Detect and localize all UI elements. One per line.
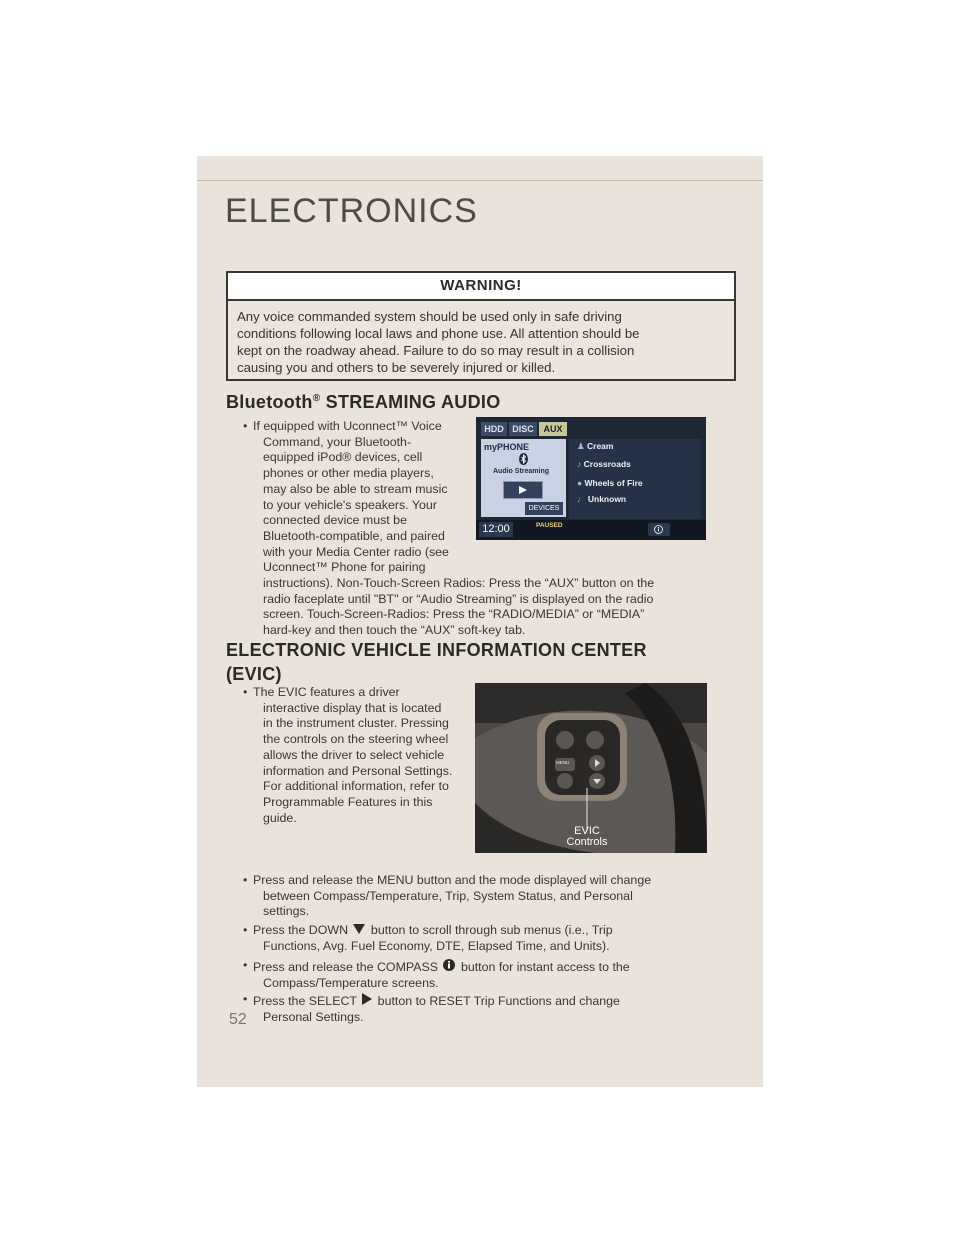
- guitar-icon: ♩: [577, 494, 586, 504]
- menu-button-label: MENU: [556, 760, 570, 765]
- evic-label-line: EVIC: [574, 825, 600, 837]
- bullet-line: Press and release the MENU button and the mode displayed will change: [253, 873, 652, 887]
- bullet-marker: •: [243, 873, 248, 887]
- bluetooth-line: phones or other media players,: [263, 466, 434, 481]
- warning-line: kept on the roadway ahead. Failure to do so may result in a collision: [237, 343, 635, 358]
- bluetooth-icon: [519, 453, 528, 465]
- bluetooth-line: radio faceplate until "BT" or “Audio Streaming” is displayed on the radio: [263, 591, 654, 606]
- evic-heading-line: ELECTRONIC VEHICLE INFORMATION CENTER: [226, 640, 647, 660]
- bullet-line: [253, 958, 723, 976]
- warning-title: WARNING!: [228, 273, 734, 301]
- info-button: [648, 523, 670, 536]
- radio-status-bar: [476, 520, 706, 540]
- evic-line: For additional information, refer to: [263, 779, 449, 794]
- select-bullet: [253, 992, 723, 1025]
- bluetooth-line: Bluetooth-compatible, and paired: [263, 528, 445, 543]
- paused-status: PAUSED: [536, 522, 563, 529]
- bluetooth-paragraph-full: [263, 576, 733, 639]
- evic-controls-label: [563, 826, 611, 848]
- song-item: [577, 494, 626, 504]
- bluetooth-line: with your Media Center radio (see: [263, 544, 449, 559]
- myphone-label: myPHONE: [484, 442, 530, 452]
- warning-line: causing you and others to be severely injured or killed.: [237, 360, 556, 375]
- song-item: [577, 459, 631, 469]
- bullet-text-pre: Press the DOWN: [253, 923, 349, 937]
- bullet-line: Personal Settings.: [263, 1009, 364, 1024]
- down-arrow-icon: [351, 923, 367, 935]
- bluetooth-heading-rest: STREAMING AUDIO: [320, 392, 501, 412]
- bullet-text-pre: Press and release the COMPASS: [253, 960, 439, 974]
- bullet-line: [253, 992, 723, 1010]
- bullet-text-post: button to RESET Trip Functions and change: [377, 994, 620, 1008]
- bullet-text-post: button to scroll through sub menus (i.e., Trip: [370, 923, 613, 937]
- song-title: Unknown: [587, 494, 627, 504]
- bluetooth-line: screen. Touch-Screen-Radios: Press the “RADIO/MEDIA” or “MEDIA”: [263, 607, 645, 622]
- song-title: Wheels of Fire: [584, 478, 643, 488]
- radio-screen-image: [476, 417, 706, 540]
- evic-heading: [226, 638, 647, 686]
- steering-wheel-image: [475, 683, 707, 853]
- evic-line: information and Personal Settings.: [263, 763, 453, 778]
- song-item: [577, 478, 643, 488]
- evic-line: The EVIC features a driver: [253, 685, 400, 699]
- myphone-panel: [481, 439, 566, 517]
- warning-line: Any voice commanded system should be used only in safe driving: [237, 309, 622, 324]
- bluetooth-line: hard-key and then touch the “AUX” soft-key tab.: [263, 623, 526, 638]
- bluetooth-line: equipped iPod® devices, cell: [263, 450, 423, 465]
- audio-streaming-label: Audio Streaming: [493, 468, 550, 475]
- bullet-marker: •: [243, 419, 248, 433]
- bullet-text-post: button for instant access to the: [460, 960, 630, 974]
- tab-aux: AUX: [539, 422, 567, 436]
- compass-icon: [441, 958, 457, 972]
- menu-bullet: [253, 873, 723, 920]
- evic-paragraph: [253, 685, 473, 826]
- top-rule: [197, 180, 763, 181]
- bullet-marker: •: [243, 923, 248, 937]
- warning-line: conditions following local laws and phone use. All attention should be: [237, 326, 640, 341]
- manual-page: [197, 156, 763, 1087]
- warning-box: [226, 271, 736, 381]
- person-icon: ♟: [577, 441, 585, 451]
- bullet-line: Functions, Avg. Fuel Economy, DTE, Elapsed Time, and Units).: [263, 938, 610, 953]
- bullet-line: [253, 923, 723, 939]
- bullet-line: settings.: [263, 904, 310, 919]
- evic-line: the controls on the steering wheel: [263, 732, 449, 747]
- bluetooth-heading: [226, 392, 501, 413]
- devices-button: DEVICES: [525, 502, 563, 515]
- bullet-line: Compass/Temperature screens.: [263, 975, 439, 990]
- evic-line: allows the driver to select vehicle: [263, 747, 445, 762]
- tab-disc: DISC: [509, 422, 537, 436]
- warning-text: [228, 301, 734, 379]
- evic-line: Programmable Features in this: [263, 794, 433, 809]
- bluetooth-line: instructions). Non-Touch-Screen Radios: Press the “AUX” button on the: [263, 576, 655, 590]
- evic-line: interactive display that is located: [263, 700, 442, 715]
- evic-line: guide.: [263, 810, 297, 825]
- bullet-marker: •: [243, 992, 248, 1006]
- bluetooth-paragraph-wrapped: [253, 419, 473, 576]
- down-bullet: [253, 923, 723, 954]
- evic-heading-line: (EVIC): [226, 664, 282, 684]
- bluetooth-line: to your vehicle's speakers. Your: [263, 497, 437, 512]
- bluetooth-line: If equipped with Uconnect™ Voice: [253, 419, 442, 433]
- play-button: [503, 481, 543, 499]
- song-item: [577, 441, 613, 452]
- bluetooth-heading-word: Bluetooth: [226, 392, 313, 412]
- info-icon: [654, 525, 663, 534]
- clock: 12:00: [479, 522, 513, 537]
- play-icon: [519, 486, 527, 494]
- bluetooth-line: Uconnect™ Phone for pairing: [263, 560, 426, 575]
- section-title: ELECTRONICS: [225, 192, 478, 230]
- bullet-marker: •: [243, 958, 248, 972]
- evic-label-line: Controls: [566, 836, 608, 848]
- song-title: Cream: [587, 441, 614, 451]
- disc-icon: ●: [577, 478, 583, 488]
- page-number: 52: [229, 1011, 247, 1028]
- note-icon: ♪: [577, 459, 582, 469]
- bullet-text-pre: Press the SELECT: [253, 994, 357, 1008]
- evic-line: in the instrument cluster. Pressing: [263, 716, 449, 731]
- right-arrow-icon: [360, 992, 374, 1006]
- tab-hdd: HDD: [481, 422, 507, 436]
- bluetooth-line: may also be able to stream music: [263, 481, 448, 496]
- bluetooth-line: connected device must be: [263, 513, 407, 528]
- bullet-marker: •: [243, 685, 248, 699]
- registered-mark: ®: [312, 393, 321, 404]
- bullet-line: between Compass/Temperature, Trip, System Status, and Personal: [263, 888, 633, 903]
- song-title: Crossroads: [583, 459, 631, 469]
- bluetooth-line: Command, your Bluetooth-: [263, 434, 412, 449]
- compass-bullet: [253, 958, 723, 991]
